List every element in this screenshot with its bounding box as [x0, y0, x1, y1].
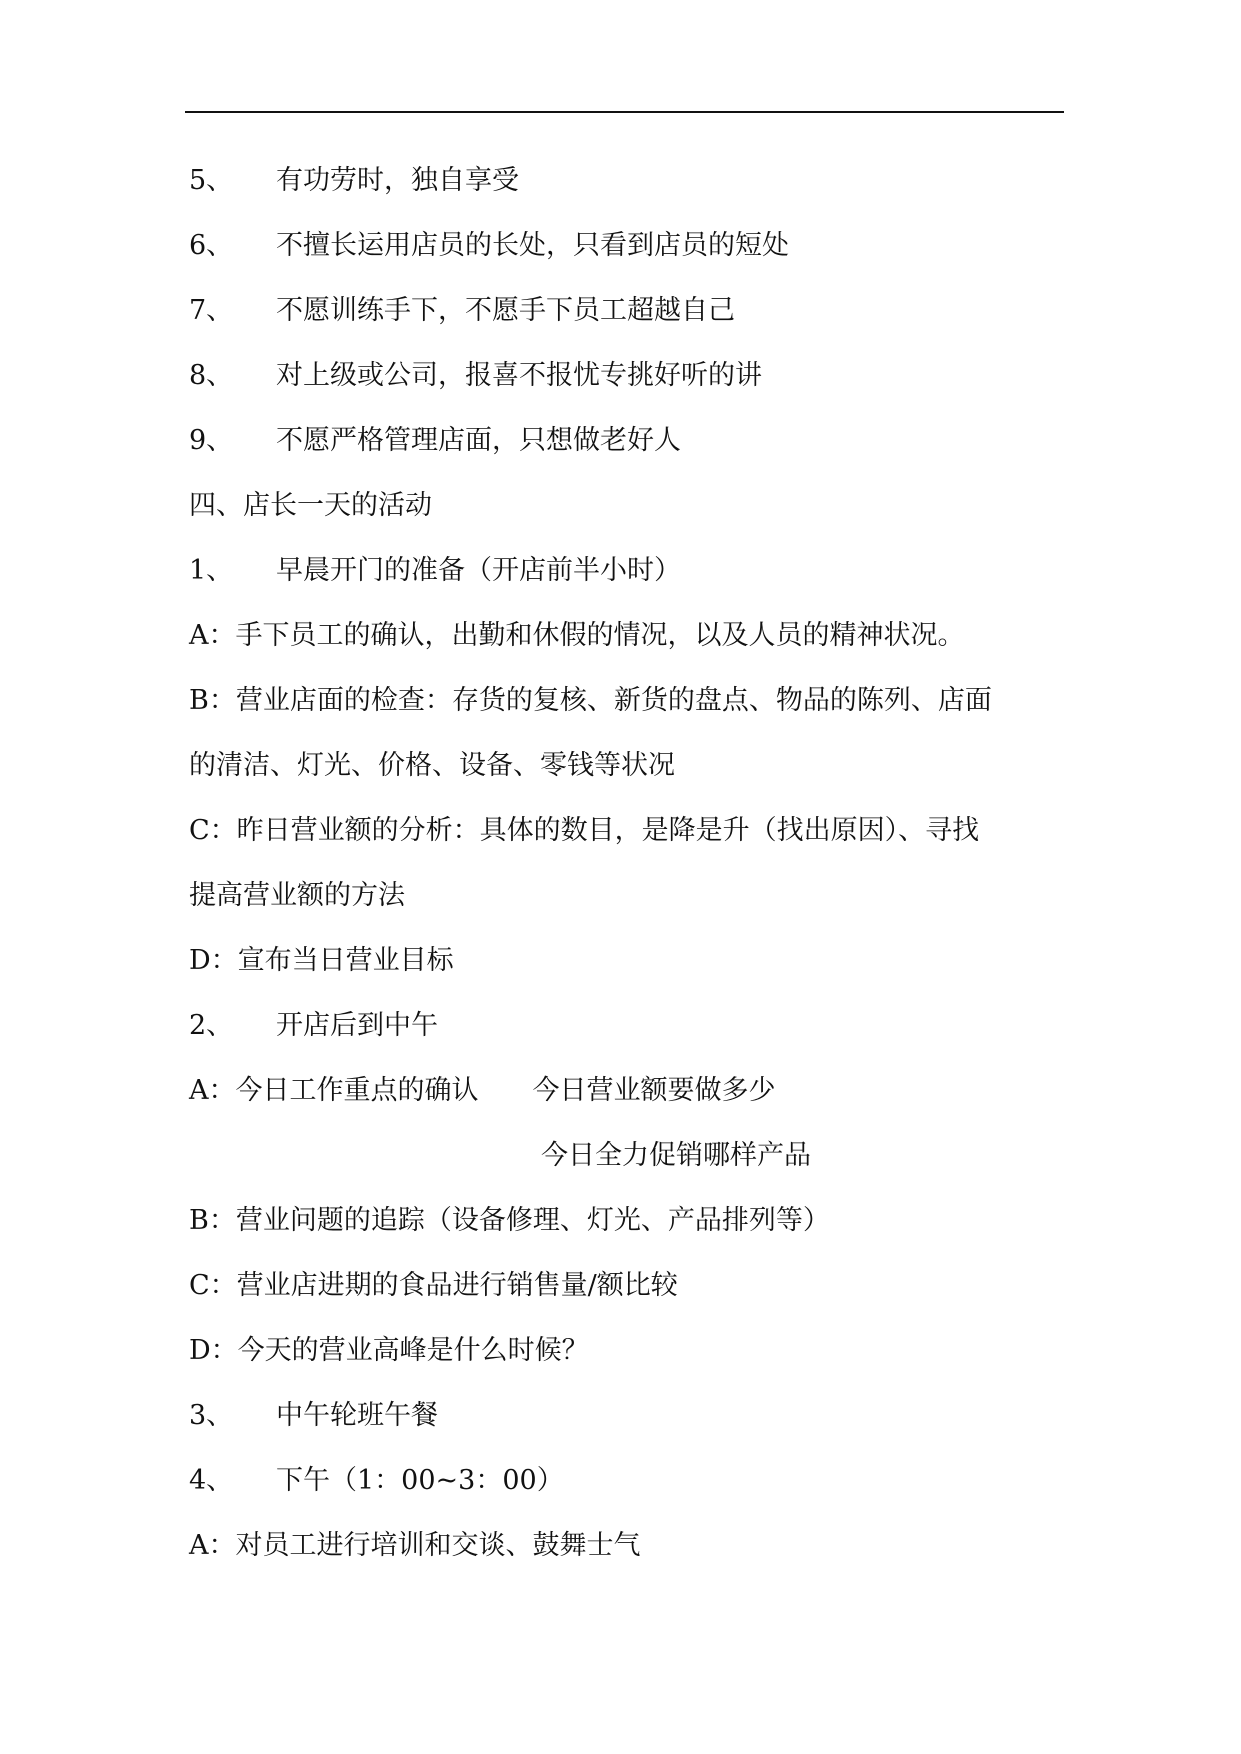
list-item	[189, 417, 1069, 482]
item-text: 不愿严格管理店面，只想做老好人	[276, 425, 681, 456]
paragraph-continuation: 今日全力促销哪样产品	[541, 1140, 811, 1171]
paragraph: B：营业店面的检查：存货的复核、新货的盘点、物品的陈列、店面	[189, 685, 992, 716]
paragraph: A：今日工作重点的确认 今日营业额要做多少	[189, 1075, 776, 1106]
item-number: 5、	[189, 165, 234, 196]
step-text: 开店后到中午	[276, 1010, 438, 1041]
step-number: 4、	[189, 1465, 234, 1496]
step-number: 2、	[189, 1010, 234, 1041]
item-text: 不愿训练手下，不愿手下员工超越自己	[276, 295, 735, 326]
step-text: 中午轮班午餐	[276, 1400, 438, 1431]
step-number: 3、	[189, 1400, 234, 1431]
paragraph: D：宣布当日营业目标	[189, 945, 454, 976]
step-text: 下午（1：00~3：00）	[276, 1465, 564, 1496]
paragraph: B：营业问题的追踪（设备修理、灯光、产品排列等）	[189, 1205, 830, 1236]
list-item	[189, 287, 1069, 352]
item-text: 有功劳时，独自享受	[276, 165, 519, 196]
item-number: 9、	[189, 425, 234, 456]
section-heading: 四、店长一天的活动	[189, 490, 432, 521]
list-item	[189, 352, 1069, 417]
item-number: 7、	[189, 295, 234, 326]
list-item	[189, 222, 1069, 287]
paragraph: A：对员工进行培训和交谈、鼓舞士气	[189, 1530, 641, 1561]
step-item	[189, 1457, 1069, 1522]
step-item	[189, 547, 1069, 612]
paragraph-continuation: 提高营业额的方法	[189, 880, 405, 911]
step-item	[189, 1392, 1069, 1457]
header-rule	[185, 111, 1064, 113]
step-text: 早晨开门的准备（开店前半小时）	[276, 555, 681, 586]
step-item	[189, 1002, 1069, 1067]
list-item	[189, 157, 1069, 222]
document-body	[189, 157, 1069, 1587]
item-number: 8、	[189, 360, 234, 391]
item-text: 对上级或公司，报喜不报忧专挑好听的讲	[276, 360, 762, 391]
paragraph: C：昨日营业额的分析：具体的数目，是降是升（找出原因）、寻找	[189, 815, 980, 846]
paragraph-continuation: 的清洁、灯光、价格、设备、零钱等状况	[189, 750, 675, 781]
item-number: 6、	[189, 230, 234, 261]
paragraph: C：营业店进期的食品进行销售量/额比较	[189, 1270, 678, 1301]
paragraph: D：今天的营业高峰是什么时候？	[189, 1335, 589, 1366]
paragraph: A：手下员工的确认，出勤和休假的情况，以及人员的精神状况。	[189, 620, 965, 651]
step-number: 1、	[189, 555, 234, 586]
item-text: 不擅长运用店员的长处，只看到店员的短处	[276, 230, 789, 261]
